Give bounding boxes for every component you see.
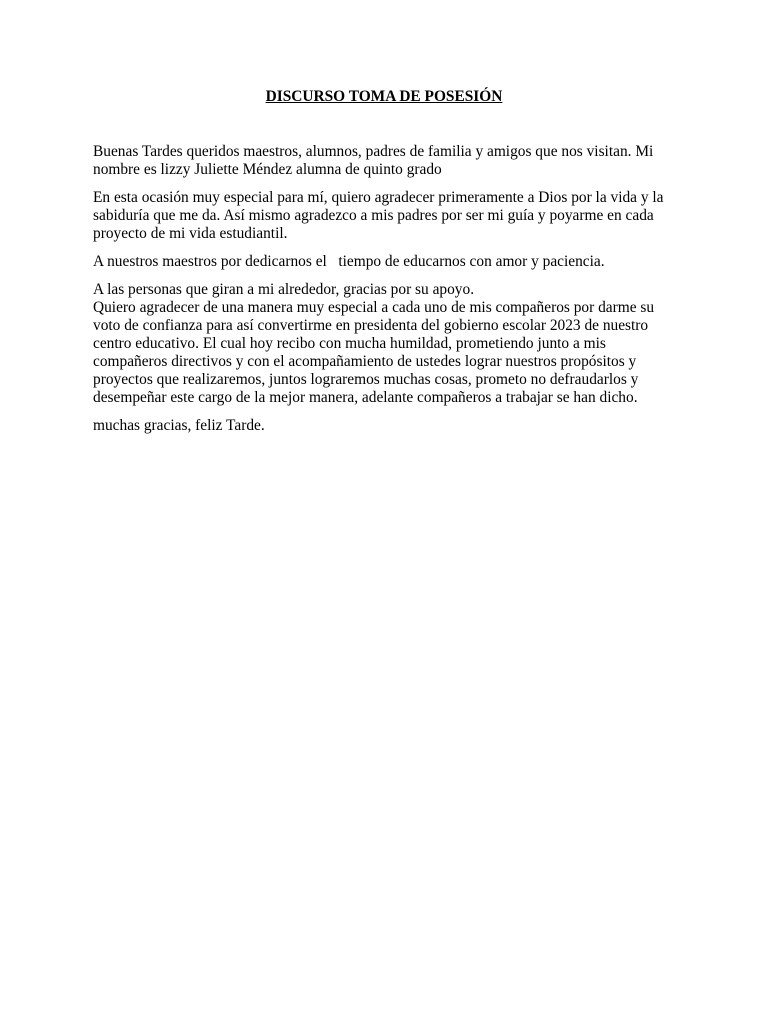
text-line: proyecto de mi vida estudiantil. [93,225,288,242]
text-line: desempeñar este cargo de la mejor manera, adelante compañeros a trabajar se han dicho. [93,389,638,406]
paragraph-people-around [93,281,693,299]
text-line: En esta ocasión muy especial para mí, quiero agradecer primeramente a Dios por la vida y la [93,189,664,206]
text-line: A nuestros maestros por dedicarnos el tiempo de educarnos con amor y paciencia. [93,253,605,270]
text-line: Buenas Tardes queridos maestros, alumnos, padres de familia y amigos que nos visitan. Mi [93,143,654,160]
text-line: nombre es lizzy Juliette Méndez alumna de quinto grado [93,161,442,178]
paragraph-teachers [93,253,693,271]
paragraph-greeting [93,143,693,179]
text-line: compañeros directivos y con el acompañamiento de ustedes lograr nuestros propósitos y [93,353,637,370]
text-line: A las personas que giran a mi alrededor, gracias por su apoyo. [93,281,475,298]
text-line: voto de confianza para así convertirme en presidenta del gobierno escolar 2023 de nuestro [93,317,649,334]
text-line: centro educativo. El cual hoy recibo con mucha humildad, prometiendo junto a mis [93,335,606,352]
paragraph-closing [93,417,693,435]
paragraph-gratitude-god-parents [93,189,693,243]
text-line: Quiero agradecer de una manera muy especial a cada uno de mis compañeros por darme su [93,299,655,316]
text-line: muchas gracias, feliz Tarde. [93,417,265,434]
text-line: proyectos que realizaremos, juntos lograremos muchas cosas, prometo no defraudarlos y [93,371,639,388]
document-title: DISCURSO TOMA DE POSESIÓN [265,88,503,105]
document-body [93,143,693,445]
text-line: sabiduría que me da. Así mismo agradezco a mis padres por ser mi guía y poyarme en cada [93,207,654,224]
paragraph-classmates [93,299,693,407]
